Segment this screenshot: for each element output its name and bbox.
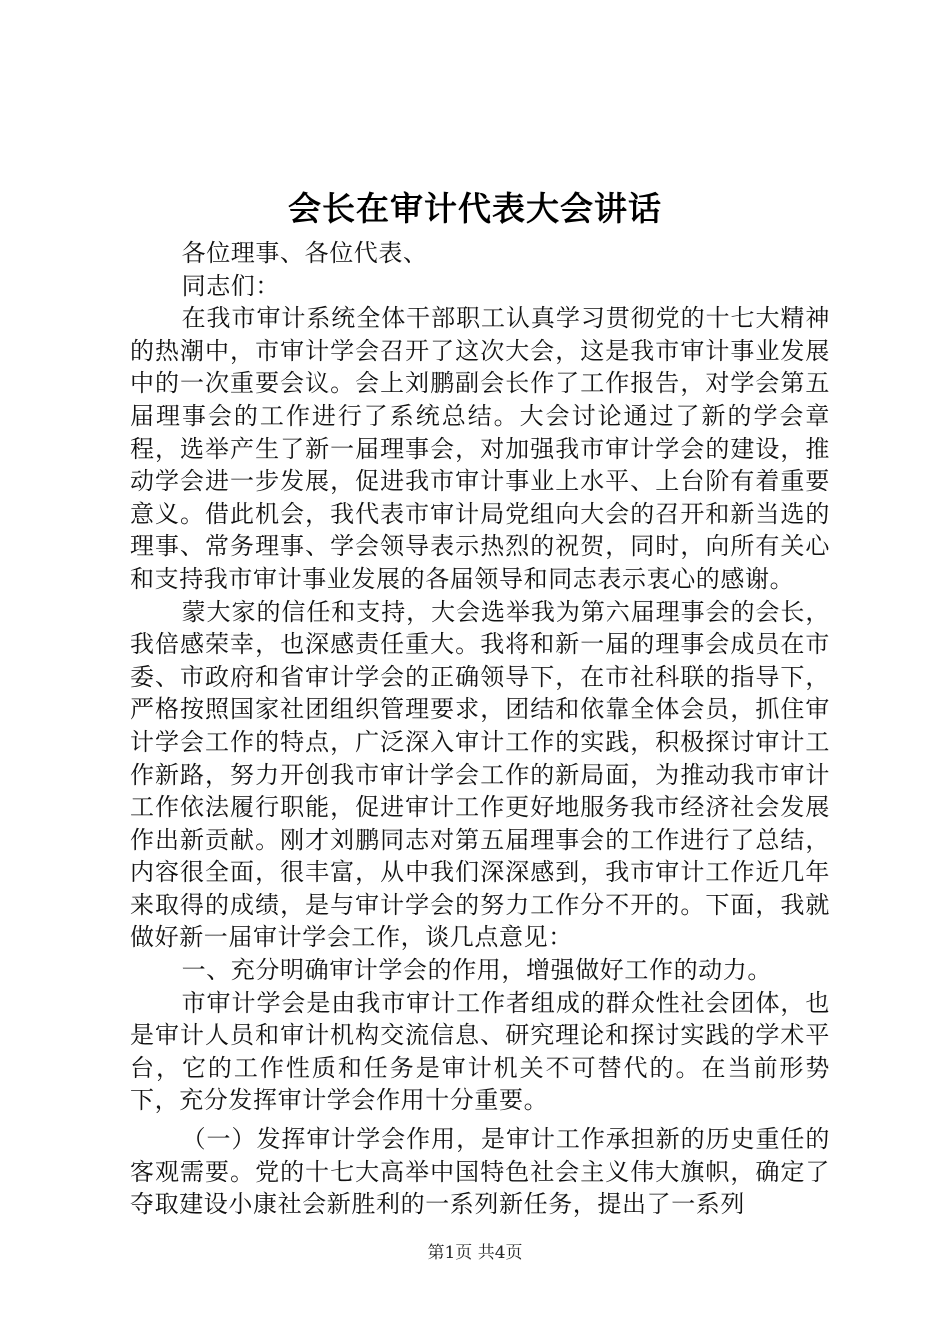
body-paragraph: 在我市审计系统全体干部职工认真学习贯彻党的十七大精神的热潮中，市审计学会召开了这次大会，这是我市审计事业发展中的一次重要会议。会上刘鹏副会长作了工作报告，对学会第五届理事会的工作进行了系统总结。大会讨论通过了新的学会章程，选举产生了新一届理事会，对加强我市审计学会的建设，推动学会进一步发展，促进我市审计事业上水平、上台阶有着重要意义。借此机会，我代表市审计局党组向大会的召开和新当选的理事、常务理事、学会领导表示热烈的祝贺，同时，向所有关心和支持我市审计事业发展的各届领导和同志表示衷心的感谢。	[130, 304, 830, 593]
document-body	[130, 237, 830, 1221]
salutation-line: 各位理事、各位代表、	[181, 239, 428, 267]
salutation-line: 同志们：	[181, 271, 280, 300]
page-footer: 第1页 共4页	[427, 1243, 523, 1263]
document-title: 会长在审计代表大会讲话	[288, 189, 662, 228]
body-paragraph: （一）发挥审计学会作用，是审计工作承担新的历史重任的客观需要。党的十七大高举中国特色社会主义伟大旗帜，确定了夺取建设小康社会新胜利的一系列新任务，提出了一系列	[130, 1125, 830, 1219]
section-heading: 一、充分明确审计学会的作用，增强做好工作的动力。	[181, 956, 772, 985]
body-paragraph: 蒙大家的信任和支持，大会选举我为第六届理事会的会长，我倍感荣幸，也深感责任重大。我将和新一届的理事会成员在市委、市政府和省审计学会的正确领导下，在市社科联的指导下，严格按照国家社团组织管理要求，团结和依靠全体会员，抓住审计学会工作的特点，广泛深入审计工作的实践，积极探讨审计工作新路，努力开创我市审计学会工作的新局面，为推动我市审计工作依法履行职能，促进审计工作更好地服务我市经济社会发展作出新贡献。刚才刘鹏同志对第五届理事会的工作进行了总结，内容很全面，很丰富，从中我们深深感到，我市审计工作近几年来取得的成绩，是与审计学会的努力工作分不开的。下面，我就做好新一届审计学会工作，谈几点意见：	[130, 597, 830, 952]
body-paragraph: 市审计学会是由我市审计工作者组成的群众性社会团体，也是审计人员和审计机构交流信息、研究理论和探讨实践的学术平台，它的工作性质和任务是审计机关不可替代的。在当前形势下，充分发挥审计学会作用十分重要。	[130, 988, 830, 1115]
